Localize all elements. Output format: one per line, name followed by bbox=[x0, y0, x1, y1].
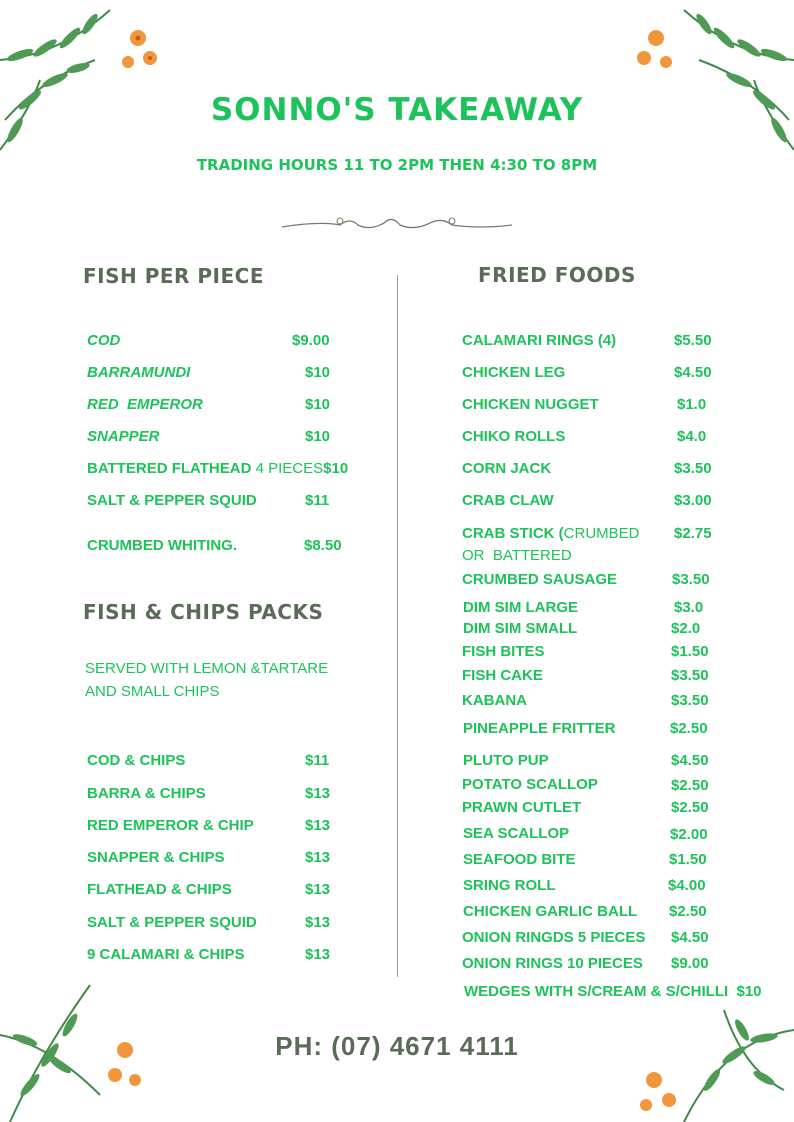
menu-item-price: $2.50 bbox=[671, 777, 709, 794]
menu-item-price: $11 bbox=[305, 492, 330, 509]
menu-item-price: $1.0 bbox=[677, 396, 707, 413]
menu-item-price: $3.50 bbox=[671, 692, 709, 709]
menu-item-name: ONION RINGDS 5 PIECES bbox=[462, 929, 646, 946]
menu-item-price: $2.75 bbox=[674, 525, 712, 542]
flourish-divider-icon bbox=[280, 213, 514, 237]
menu-item-price: $2.50 bbox=[671, 799, 709, 816]
menu-item-name: SNAPPER bbox=[87, 428, 160, 445]
menu-item-price: $3.50 bbox=[672, 571, 710, 588]
menu-item-name: CORN JACK bbox=[462, 460, 552, 477]
menu-item-name: PRAWN CUTLET bbox=[462, 799, 582, 816]
menu-item-price: $4.50 bbox=[671, 752, 709, 769]
fern-flower-icon bbox=[0, 0, 175, 165]
menu-item-name: BARRAMUNDI bbox=[87, 364, 191, 381]
menu-item-price: $4.00 bbox=[668, 877, 706, 894]
section-heading-fish-per-piece: FISH PER PIECE bbox=[83, 264, 264, 288]
section-heading-fish-chips-packs: FISH & CHIPS PACKS bbox=[83, 600, 324, 624]
menu-item-price: $1.50 bbox=[671, 643, 709, 660]
menu-item-price: $2.00 bbox=[670, 826, 708, 843]
menu-item-battered-flathead bbox=[87, 460, 348, 477]
menu-item-price: $11 bbox=[305, 752, 330, 769]
page-title: SONNO'S TAKEAWAY bbox=[210, 92, 584, 128]
menu-item-price: $3.50 bbox=[674, 460, 712, 477]
menu-item-name: ONION RINGS 10 PIECES bbox=[462, 955, 643, 972]
menu-item-name: POTATO SCALLOP bbox=[462, 776, 598, 793]
menu-item-name: CRUMBED SAUSAGE bbox=[462, 571, 618, 588]
menu-item-price: $2.0 bbox=[671, 620, 701, 637]
menu-item-name: 9 CALAMARI & CHIPS bbox=[87, 946, 245, 963]
menu-item-price: $10 bbox=[305, 428, 331, 445]
menu-item-price: $10 bbox=[305, 364, 331, 381]
packs-note-line1: SERVED WITH LEMON &TARTARE bbox=[85, 660, 329, 677]
menu-item-name: PINEAPPLE FRITTER bbox=[463, 720, 616, 737]
menu-item-name: KABANA bbox=[462, 692, 527, 709]
menu-item-name: CRUMBED WHITING. bbox=[87, 537, 237, 554]
menu-item-price: $3.0 bbox=[674, 599, 704, 616]
menu-item-name: FISH CAKE bbox=[462, 667, 543, 684]
menu-item-price: $10 bbox=[323, 460, 349, 477]
menu-item-name: COD bbox=[87, 332, 121, 349]
menu-item-price: $13 bbox=[305, 817, 331, 834]
column-divider bbox=[397, 275, 398, 977]
packs-note-line2: AND SMALL CHIPS bbox=[85, 683, 220, 700]
menu-item-price: $2.50 bbox=[670, 720, 708, 737]
menu-item-price: $13 bbox=[305, 946, 331, 963]
menu-item-name: FLATHEAD & CHIPS bbox=[87, 881, 232, 898]
menu-item-name: CHICKEN GARLIC BALL bbox=[463, 903, 638, 920]
menu-item-name: CHICKEN NUGGET bbox=[462, 396, 599, 413]
menu-item-note-line2: OR BATTERED bbox=[462, 547, 572, 564]
menu-item-price: $3.00 bbox=[674, 492, 712, 509]
menu-item-price: $4.50 bbox=[671, 929, 709, 946]
menu-item-price: $8.50 bbox=[304, 537, 342, 554]
menu-item-price: $5.50 bbox=[674, 332, 712, 349]
menu-item-name: DIM SIM SMALL bbox=[463, 620, 578, 637]
menu-item-name: PLUTO PUP bbox=[463, 752, 549, 769]
menu-item-name: SALT & PEPPER SQUID bbox=[87, 492, 257, 509]
menu-item-wedges: WEDGES WITH S/CREAM & S/CHILLI $10 bbox=[464, 983, 762, 1000]
menu-item-name: CHIKO ROLLS bbox=[462, 428, 566, 445]
menu-item-name: RED EMPEROR bbox=[87, 396, 203, 413]
menu-item-name: CHICKEN LEG bbox=[462, 364, 566, 381]
menu-item-price: $4.50 bbox=[674, 364, 712, 381]
menu-item-crab-stick bbox=[462, 525, 640, 542]
menu-item-name: RED EMPEROR & CHIP bbox=[87, 817, 254, 834]
section-heading-fried-foods: FRIED FOODS bbox=[478, 263, 636, 287]
menu-item-name: CRAB CLAW bbox=[462, 492, 554, 509]
menu-item-note: 4 PIECES bbox=[251, 460, 324, 477]
menu-item-price: $10 bbox=[305, 396, 331, 413]
trading-hours: TRADING HOURS 11 TO 2PM THEN 4:30 TO 8PM bbox=[196, 156, 598, 174]
menu-item-name: SNAPPER & CHIPS bbox=[87, 849, 225, 866]
fern-flower-icon bbox=[619, 0, 794, 165]
menu-item-price: $1.50 bbox=[669, 851, 707, 868]
menu-item-price: $9.00 bbox=[292, 332, 330, 349]
menu-item-name: SRING ROLL bbox=[463, 877, 556, 894]
menu-item-price: $9.00 bbox=[671, 955, 709, 972]
menu-item-name: SEA SCALLOP bbox=[463, 825, 570, 842]
menu-item-name: SEAFOOD BITE bbox=[463, 851, 576, 868]
menu-item-price: $13 bbox=[305, 881, 331, 898]
menu-item-price: $13 bbox=[305, 849, 331, 866]
menu-item-name: CRAB STICK ( bbox=[462, 525, 564, 542]
menu-item-price: $13 bbox=[305, 914, 331, 931]
menu-item-note: CRUMBED bbox=[563, 525, 640, 542]
menu-item-name: BARRA & CHIPS bbox=[87, 785, 206, 802]
menu-item-name: COD & CHIPS bbox=[87, 752, 186, 769]
menu-item-name: SALT & PEPPER SQUID bbox=[87, 914, 257, 931]
menu-item-name: DIM SIM LARGE bbox=[463, 599, 578, 616]
menu-item-price: $4.0 bbox=[677, 428, 707, 445]
menu-item-name: FISH BITES bbox=[462, 643, 545, 660]
menu-item-name: BATTERED FLATHEAD bbox=[87, 460, 252, 477]
menu-item-price: $2.50 bbox=[669, 903, 707, 920]
menu-item-price: $3.50 bbox=[671, 667, 709, 684]
menu-item-name: CALAMARI RINGS (4) bbox=[462, 332, 617, 349]
phone-number: PH: (07) 4671 4111 bbox=[275, 1031, 519, 1061]
menu-item-price: $13 bbox=[305, 785, 331, 802]
